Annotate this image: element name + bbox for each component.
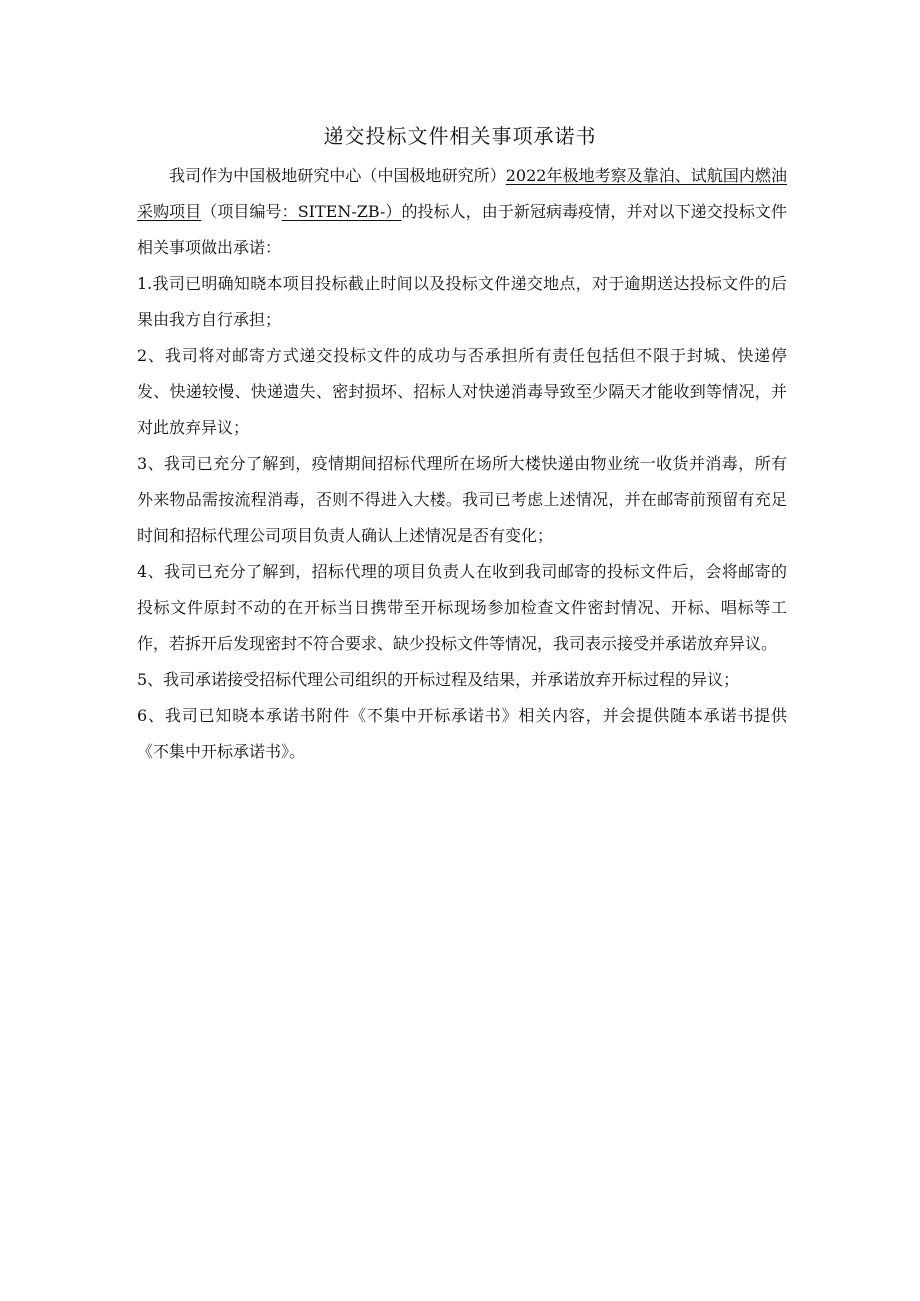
commitment-item-5: 5、我司承诺接受招标代理公司组织的开标过程及结果，并承诺放弃开标过程的异议；: [137, 670, 740, 689]
intro-text-1: 我司作为中国极地研究中心（中国极地研究所）: [169, 166, 506, 185]
commitment-item-4: 4、我司已充分了解到，招标代理的项目负责人在收到我司邮寄的投标文件后，会将邮寄的投标文件原封不动的在开标当日携带至开标现场参加检查文件密封情况、开标、唱标等工作，若拆开后发现密封不符合要求、缺少投标文件等情况，我司表示接受并承诺放弃异议。: [137, 562, 787, 653]
document-body: [137, 158, 787, 770]
commitment-item-2: 2、我司将对邮寄方式递交投标文件的成功与否承担所有责任包括但不限于封城、快递停发、快递较慢、快递遗失、密封损坏、招标人对快递消毒导致至少隔天才能收到等情况，并对此放弃异议；: [137, 346, 787, 437]
project-name: 2022年极地考察及靠泊、试航国内燃油采购项目: [137, 166, 787, 221]
intro-text-2: （项目编号: [201, 202, 282, 221]
commitment-item-1: 1.我司已明确知晓本项目投标截止时间以及投标文件递交地点，对于逾期送达投标文件的后果由我方自行承担；: [137, 274, 787, 329]
commitment-item-3: 3、我司已充分了解到，疫情期间招标代理所在场所大楼快递由物业统一收货并消毒，所有外来物品需按流程消毒，否则不得进入大楼。我司已考虑上述情况，并在邮寄前预留有充足时间和招标代理公司项目负责人确认上述情况是否有变化；: [137, 454, 787, 545]
intro-text-3: 的投标人，由于新冠病毒疫情，并对以下递交投标文件相关事项做出承诺：: [137, 202, 787, 257]
project-number: ：SITEN-ZB-）: [281, 202, 402, 221]
intro-paragraph: [137, 158, 787, 266]
commitment-item-6: 6、我司已知晓本承诺书附件《不集中开标承诺书》相关内容，并会提供随本承诺书提供《不集中开标承诺书》。: [137, 706, 787, 761]
document-title: 递交投标文件相关事项承诺书: [323, 124, 597, 148]
